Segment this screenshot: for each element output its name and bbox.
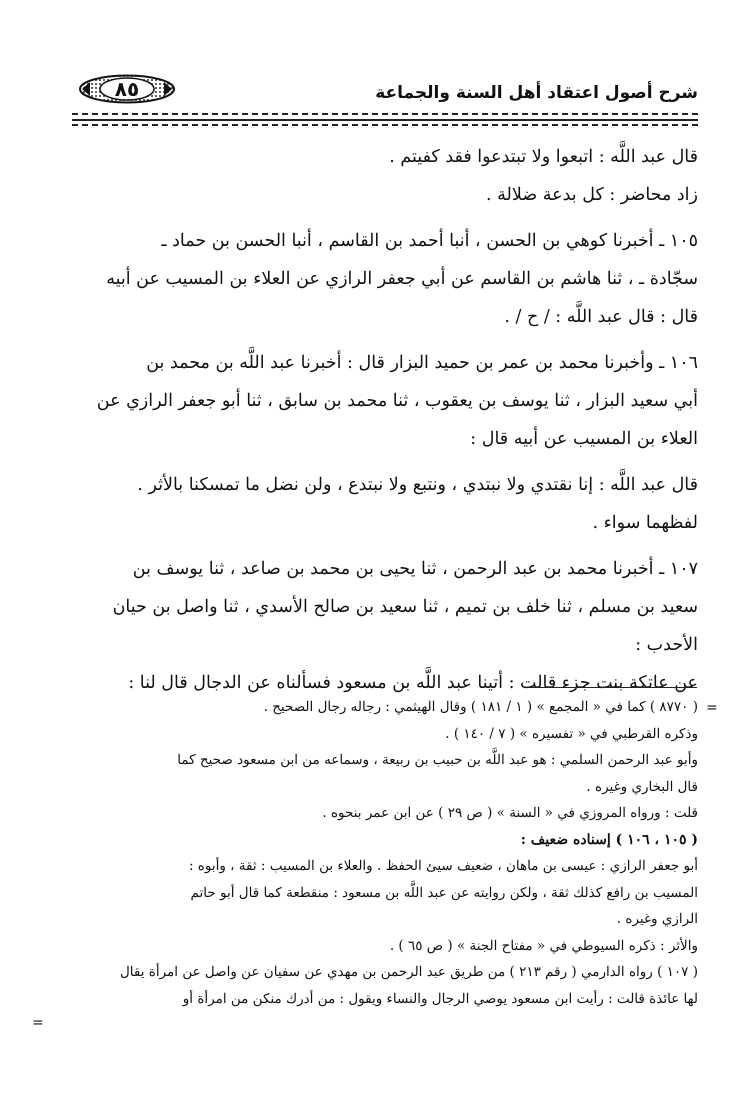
- footnote-line: قال البخاري وغيره .: [586, 778, 698, 795]
- text-line: ١٠٧ ـ أخبرنا محمد بن عبد الرحمن ، ثنا يحيى بن محمد بن صاعد ، ثنا يوسف بن: [132, 559, 698, 579]
- running-title: شرح أصول اعتقاد أهل السنة والجماعة: [375, 83, 698, 103]
- footnote-line: والأثر : ذكره السيوطي في « مفتاح الجنة » ( ص ٦٥ ) .: [389, 937, 698, 954]
- text-line: ١٠٦ ـ وأخبرنا محمد بن عمر بن حميد البزار قال : أخبرنا عبد اللَّه بن محمد بن: [146, 353, 698, 373]
- header-rule-dashed-top: [72, 113, 698, 115]
- footnote-line: أبو جعفر الرازي : عيسى بن ماهان ، ضعيف سيئ الحفظ . والعلاء بن المسيب : ثقة ، وأبوه :: [188, 858, 698, 874]
- continuation-mark: =: [706, 700, 718, 716]
- text-line: سعيد بن مسلم ، ثنا خلف بن تميم ، ثنا سعيد بن صالح الأسدي ، ثنا واصل بن حيان: [112, 597, 698, 617]
- footnote-line: قلت : ورواه المروزي في « السنة » ( ص ٢٩ ) عن ابن عمر بنحوه .: [322, 805, 698, 821]
- text-line: قال عبد اللَّه : إنا نقتدي ولا نبتدي ، ونتبع ولا نبتدع ، ولن نضل ما تمسكنا بالأثر .: [137, 475, 698, 495]
- main-text: [72, 138, 698, 702]
- text-line: عن عاتكة بنت جزء قالت : أتينا عبد اللَّه بن مسعود فسألناه عن الدجال قال لنا :: [128, 673, 698, 693]
- footnote-line: المسيب بن رافع كذلك ثقة ، ولكن روايته عن عبد اللَّه بن مسعود : منقطعة كما قال أبو حاتم: [190, 884, 698, 901]
- text-line: لفظهما سواء .: [592, 513, 698, 533]
- text-line: أبي سعيد البزار ، ثنا يوسف بن يعقوب ، ثنا محمد بن سابق ، ثنا أبو جعفر الرازي عن: [96, 391, 698, 411]
- header-rule-solid: [72, 119, 698, 121]
- footnote-line: ( ١٠٧ ) رواه الدارمي ( رقم ٢١٣ ) من طريق عبد الرحمن بن مهدي عن سفيان عن واصل عن امرأة يقال: [119, 964, 698, 980]
- text-line: ١٠٥ ـ أخبرنا كوهي بن الحسن ، أنبا أحمد بن القاسم ، أنبا الحسن بن حماد ـ: [161, 231, 698, 251]
- footnote-line: لها عائذة قالت : رأيت ابن مسعود يوصي الرجال والنساء ويقول : من أدرك منكن من امرأة أو: [182, 990, 698, 1007]
- page-number-badge: [78, 74, 176, 104]
- text-line: قال عبد اللَّه : اتبعوا ولا تبتدعوا فقد كفيتم .: [389, 147, 698, 167]
- footnote-heading: ( ١٠٥ ، ١٠٦ ) إسناده ضعيف :: [520, 831, 698, 848]
- footnote-separator: [527, 687, 697, 688]
- footnote-line: الرازي وغيره .: [616, 911, 698, 927]
- footnote-line: وذكره القرطبي في « تفسيره » ( ٧ / ١٤٠ ) .: [445, 725, 698, 742]
- text-line: قال : قال عبد اللَّه : / ح / .: [504, 307, 698, 327]
- header-rule-dashed-bottom: [72, 124, 698, 126]
- text-line: زاد محاضر : كل بدعة ضلالة .: [486, 185, 698, 205]
- text-line: الأحدب :: [635, 635, 698, 655]
- footnote-line: ( ٨٧٧٠ ) كما في « المجمع » ( ١ / ١٨١ ) وقال الهيثمي : رجاله رجال الصحيح .: [263, 699, 698, 715]
- footnotes: [72, 694, 698, 1012]
- text-line: العلاء بن المسيب عن أبيه قال :: [470, 429, 698, 449]
- page-number: ٨٥: [114, 77, 140, 101]
- footnote-line: وأبو عبد الرحمن السلمي : هو عبد اللَّه بن حبيب بن ربيعة ، وسماعه من ابن مسعود صحيح كما: [177, 752, 698, 768]
- continuation-mark: =: [32, 1015, 44, 1031]
- text-line: سجّادة ـ ، ثنا هاشم بن القاسم عن أبي جعفر الرازي عن العلاء بن المسيب عن أبيه: [106, 269, 698, 289]
